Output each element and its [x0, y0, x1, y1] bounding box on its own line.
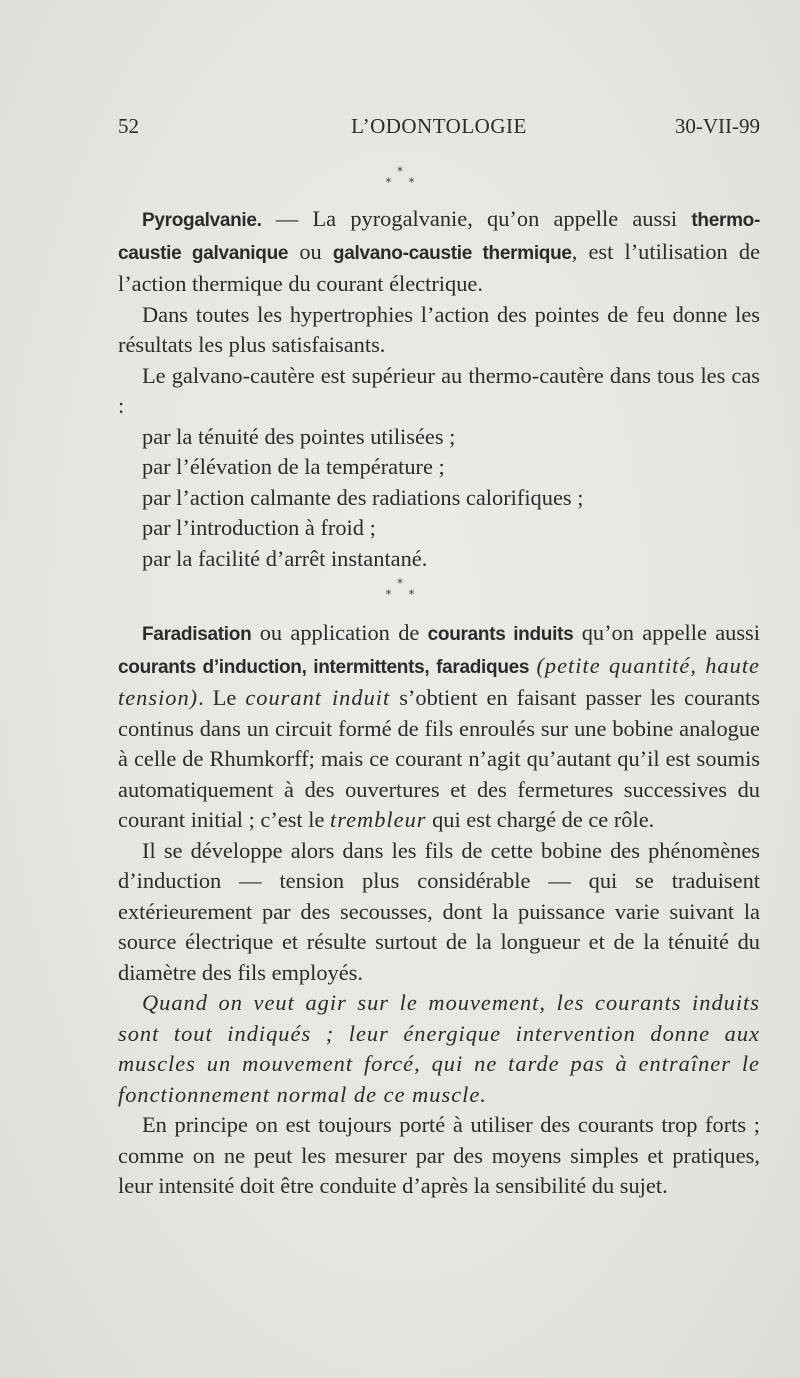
- italic-phrase: trembleur: [330, 807, 427, 832]
- section-heading: Faradisation: [142, 624, 252, 645]
- italic-phrase: (petite quantité, haute tension): [118, 652, 760, 710]
- list-item: par l’élévation de la température ;: [142, 454, 445, 479]
- asterism-top-glyph: *: [397, 165, 403, 178]
- running-header: [118, 114, 760, 144]
- paragraph: En principe on est toujours porté à utiliser des courants trop forts ; comme on ne peut les mesurer par des moyens simples et pratiques, leur intensité doit être conduite d’après la sensibilité du sujet.: [118, 1112, 760, 1198]
- italic-paragraph: Quand on veut agir sur le mouvement, les courants induits sont tout indiqués ; leur énergique intervention donne aux muscles un mouvement forcé, qui ne tarde pas à entraîner le fonctionnement normal de ce muscle.: [118, 990, 760, 1107]
- issue-date: 30-VII-99: [674, 114, 760, 138]
- paragraph: Dans toutes les hypertrophies l’action des pointes de feu donne les résultats les plus satisfaisants.: [118, 301, 760, 357]
- section-separator: [0, 578, 800, 600]
- list-item: par la ténuité des pointes utilisées ;: [142, 423, 456, 449]
- asterism-bottom-glyphs: * *: [385, 588, 422, 601]
- list-item: par la facilité d’arrêt instantané.: [142, 545, 428, 571]
- term: courants d’induction, intermittents, faradiques: [118, 656, 530, 678]
- section-separator: [0, 166, 800, 188]
- paragraph: Il se développe alors dans les fils de cette bobine des phénomènes d’induction — tension plus considérable — qui se traduisent extérieurement par des secousses, dont la puissance varie suivant la source électrique et résulte surtout de la longueur et de la ténuité du diamètre des fils employés.: [118, 837, 760, 985]
- term: galvano-caustie thermique: [332, 242, 572, 264]
- running-title: L’ODONTOLOGIE: [351, 114, 527, 138]
- section-pyrogalvanie: [118, 204, 760, 574]
- page-number: 52: [118, 114, 139, 138]
- paragraph: Le galvano-cautère est supérieur au thermo-cautère dans tous les cas :: [118, 362, 760, 418]
- list-item: par l’action calmante des radiations calorifiques ;: [142, 484, 584, 510]
- term: courants induits: [427, 624, 574, 645]
- paragraph: Faradisation ou application de courants induits qu’on appelle aussi courants d’induction, intermittents, faradiques (petite quantité, haute tension). Le courant induit s’obtient en faisant passer les courants continus dans un circuit formé de fils enroulés sur une bobine analogue à celle de Rhumkorff; mais ce courant n’agit qu’autant qu’il est soumis automatiquement à des ouvertures et des fermetures successives du courant initial ; c’est le trembleur qui est chargé de ce rôle.: [118, 620, 760, 832]
- section-heading: Pyrogalvanie.: [142, 210, 262, 231]
- section-faradisation: [118, 618, 760, 1202]
- asterism-bottom-glyphs: * *: [385, 176, 422, 189]
- term: thermo-caustie galvanique: [118, 210, 760, 264]
- italic-phrase: courant induit: [245, 685, 391, 710]
- paragraph: Pyrogalvanie. — La pyrogalvanie, qu’on appelle aussi thermo-caustie galvanique ou galvano-caustie thermique, est l’utilisation de l’action thermique du courant électrique.: [118, 206, 761, 296]
- list-item: par l’introduction à froid ;: [142, 515, 376, 540]
- asterism-top-glyph: *: [397, 577, 403, 590]
